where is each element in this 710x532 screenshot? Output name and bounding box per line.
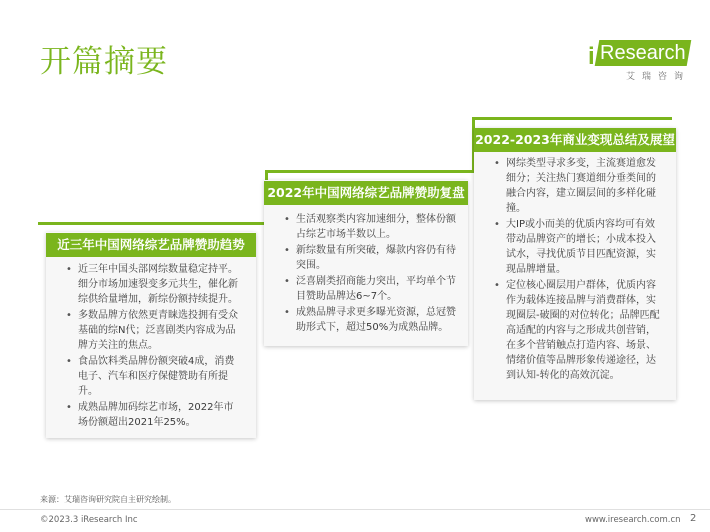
copyright-text: ©2023.3 iResearch Inc: [40, 515, 138, 525]
bullet-item: • 泛喜剧类招商能力突出，平均单个节目赞助品牌达6~7个。: [282, 274, 456, 304]
source-note: 来源：艾瑞咨询研究院自主研究绘制。: [40, 495, 176, 504]
footer-divider: [0, 509, 710, 510]
logo-wordmark: Research: [600, 42, 686, 64]
panel-trends-bullets: [64, 262, 242, 431]
bullet-item: • 成熟品牌寻求更多曝光资源，总冠赞助形式下，超过50%为成熟品牌。: [282, 305, 456, 335]
logo-mark: i: [588, 43, 595, 70]
website-url: www.iresearch.com.cn: [585, 515, 681, 525]
panel-outlook-bullets: [492, 156, 662, 384]
page-title: 开篇摘要: [40, 44, 168, 80]
iresearch-logo: [588, 36, 691, 82]
bullet-item: • 定位核心圈层用户群体，优质内容作为载体连接品牌与消费群体，实现圈层-破圈的对位转化；品牌匹配高适配的内容与之形成共创营销，在多个营销触点打造内容、场景、情绪价值等品牌形象传递途径，达到认知-转化的高效沉淀。: [492, 278, 662, 383]
panel-outlook: [474, 128, 676, 400]
step-connector-2-horizontal: [265, 170, 475, 173]
bullet-item: • 新综数量有所突破，爆款内容仍有待突围。: [282, 243, 456, 273]
step-connector-1-horizontal: [38, 222, 268, 225]
bullet-item: • 食品饮料类品牌份额突破4成，消费电子、汽车和医疗保健赞助有所提升。: [64, 354, 242, 399]
step-connector-3-horizontal: [472, 117, 672, 120]
bullet-item: • 成熟品牌加码综艺市场，2022年市场份额超出2021年25%。: [64, 400, 242, 430]
bullet-item: • 网综类型寻求多变，主流赛道愈发细分；关注热门赛道细分垂类间的融合内容，建立圈层间的多样化碰撞。: [492, 156, 662, 216]
logo-chinese-name: 艾瑞咨询: [626, 72, 691, 82]
panel-outlook-heading: 2022-2023年商业变现总结及展望: [474, 128, 676, 152]
bullet-item: • 多数品牌方依然更青睐选投拥有受众基础的综N代；泛喜剧类内容成为品牌方关注的焦点。: [64, 308, 242, 353]
page-number: 2: [690, 513, 697, 524]
panel-review-heading: 2022年中国网络综艺品牌赞助复盘: [264, 181, 468, 205]
panel-review-bullets: [282, 212, 456, 336]
bullet-item: • 大IP或小而美的优质内容均可有效带动品牌资产的增长；小成本投入试水，寻找优质节目匹配资源，实现品牌增量。: [492, 217, 662, 277]
panel-trends-heading: 近三年中国网络综艺品牌赞助趋势: [46, 233, 256, 257]
bullet-item: • 近三年中国头部网综数量稳定持平。细分市场加速裂变多元共生，催化新综供给量增加，新综份额持续提升。: [64, 262, 242, 307]
logo-wordmark-box: [595, 40, 691, 66]
bullet-item: • 生活观察类内容加速细分，整体份额占综艺市场半数以上。: [282, 212, 456, 242]
panel-trends: [46, 232, 256, 438]
